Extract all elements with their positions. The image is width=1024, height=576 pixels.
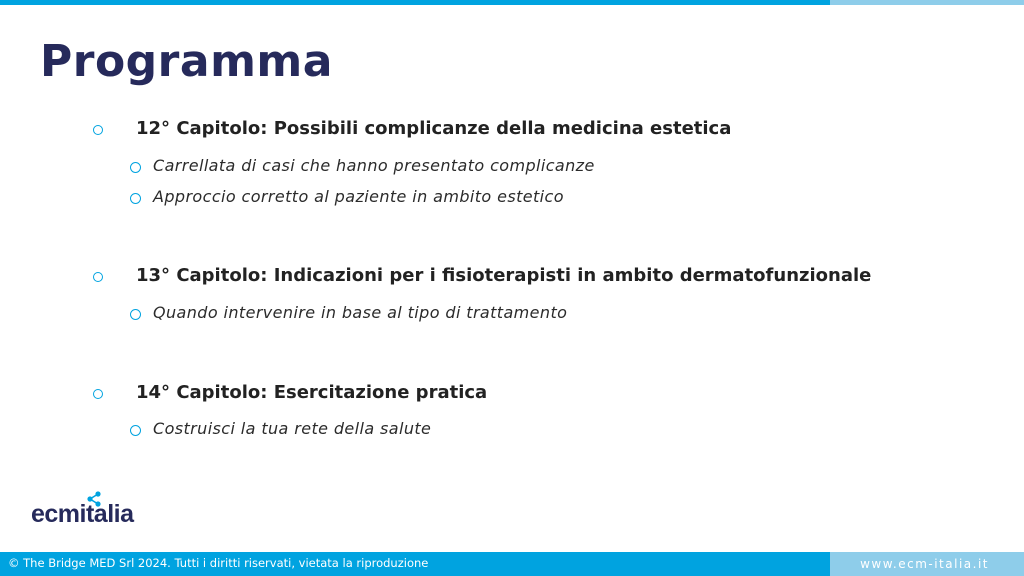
circle-bullet-icon [130,162,141,173]
footer-left [0,552,830,576]
chapter-heading: 14° Capitolo: Esercitazione pratica [136,382,488,403]
copyright-text: © The Bridge MED Srl 2024. Tutti i diritti riservati, vietata la riproduzione [8,556,429,570]
circle-bullet-icon [130,309,141,320]
circle-bullet-icon [93,272,103,282]
chapter-item-text: Quando intervenire in base al tipo di trattamento [153,303,568,322]
chapter-heading: 13° Capitolo: Indicazioni per i fisioterapisti in ambito dermatofunzionale [136,265,872,286]
footer-bar [0,552,1024,576]
page-title: Programma [40,36,333,87]
circle-bullet-icon [130,193,141,204]
top-accent-bar-light [830,0,1024,5]
circle-bullet-icon [130,425,141,436]
chapter-item-text: Carrellata di casi che hanno presentato complicanze [153,156,595,175]
top-accent-bar-dark [0,0,830,5]
chapter-item-text: Costruisci la tua rete della salute [153,419,432,438]
circle-bullet-icon [93,125,103,135]
chapter-item-text: Approccio corretto al paziente in ambito estetico [153,187,564,206]
ecmitalia-logo [31,490,171,530]
top-accent-bar [0,0,1024,5]
logo-wordmark: ecmitalia [31,500,134,528]
footer-right [830,552,1024,576]
website-link[interactable]: www.ecm-italia.it [860,557,989,571]
chapter-heading: 12° Capitolo: Possibili complicanze della medicina estetica [136,118,732,139]
circle-bullet-icon [93,389,103,399]
